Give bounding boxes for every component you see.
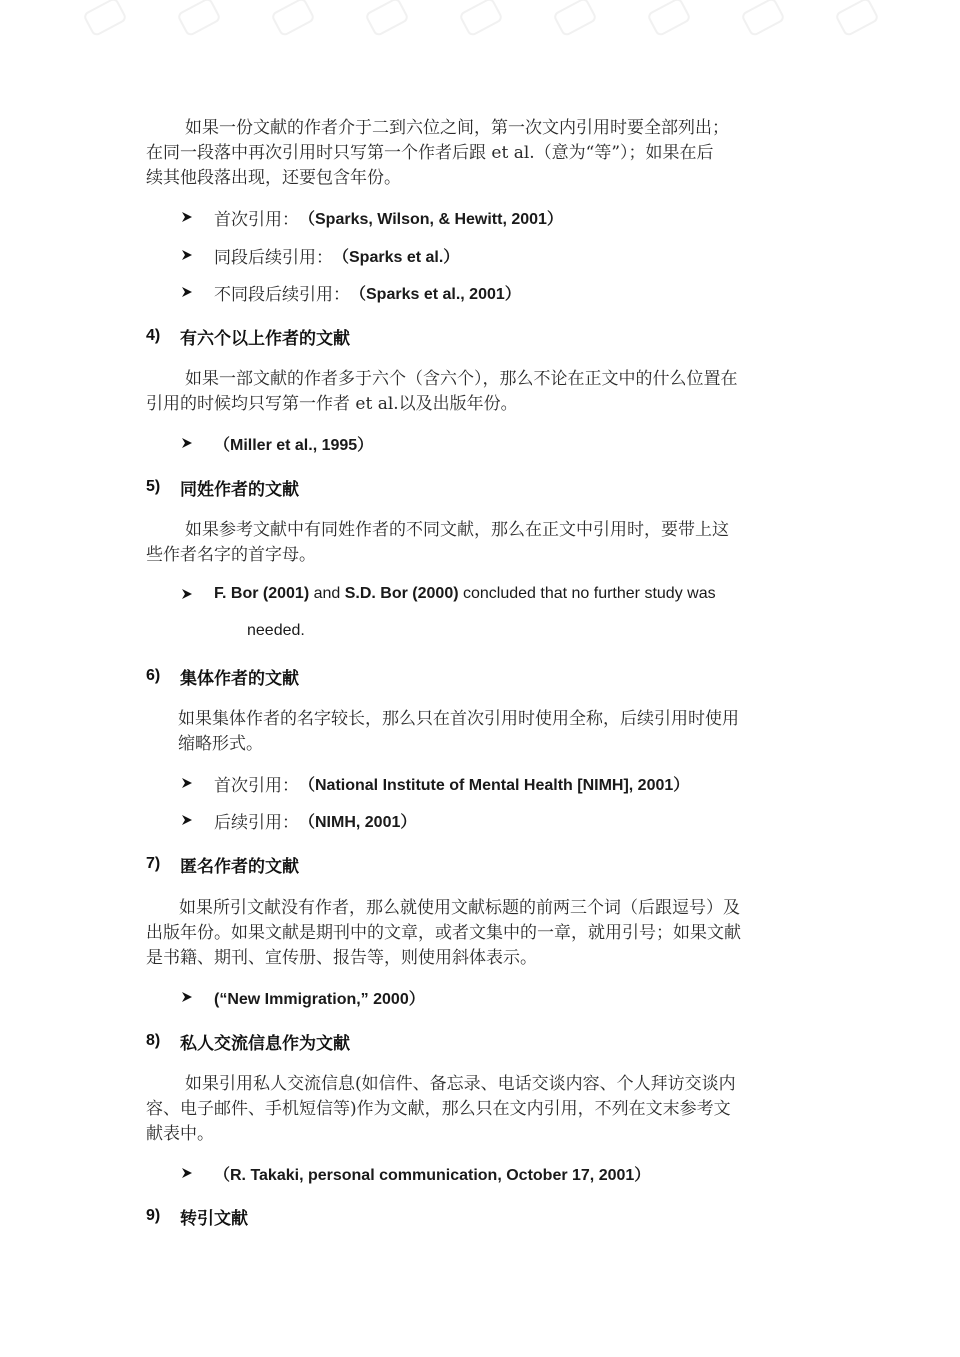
citation-example: （Sparks, Wilson, & Hewitt, 2001） xyxy=(299,210,563,228)
section-number: 7) xyxy=(146,855,161,872)
citation-example: （Sparks et al.） xyxy=(333,248,460,266)
example-text-continued: needed. xyxy=(247,622,305,639)
citation-bullet xyxy=(181,1161,650,1185)
text-line: 出版年份。如果文献是期刊中的文章，或者文集中的一章，就用引号；如果文献 xyxy=(146,923,741,943)
section-heading xyxy=(146,474,299,500)
text-line: 缩略形式。 xyxy=(178,734,263,754)
author-name: S.D. Bor (2000) xyxy=(344,585,459,602)
citation-example: （Sparks et al., 2001） xyxy=(350,285,521,303)
arrowhead-icon xyxy=(181,211,193,223)
author-name: F. Bor (2001) xyxy=(214,585,310,602)
citation-bullet xyxy=(181,771,689,795)
text-line: 如果引用私人交流信息(如信件、备忘录、电话交谈内容、个人拜访交谈内 xyxy=(185,1074,736,1094)
text-line: 续其他段落出现，还要包含年份。 xyxy=(146,168,401,188)
watermark-logo xyxy=(364,0,410,37)
citation-bullet xyxy=(181,280,521,304)
section-title: 转引文献 xyxy=(180,1208,248,1229)
section-paragraph xyxy=(146,1072,736,1147)
section-number: 4) xyxy=(146,327,161,344)
section-title: 匿名作者的文献 xyxy=(180,856,299,877)
watermark-logo xyxy=(82,0,128,37)
section-heading xyxy=(146,323,350,349)
bullet-label: 后续引用： xyxy=(214,812,299,833)
section-title: 同姓作者的文献 xyxy=(180,479,299,500)
intro-paragraph xyxy=(146,116,729,191)
section-heading xyxy=(146,851,299,877)
arrowhead-icon xyxy=(181,991,193,1003)
citation-example: （Miller et al., 1995） xyxy=(214,436,374,454)
arrowhead-icon xyxy=(181,814,193,826)
text-line: 如果集体作者的名字较长，那么只在首次引用时使用全称，后续引用时使用 xyxy=(178,709,739,729)
section-heading xyxy=(146,1203,248,1229)
text-line: 如果参考文献中有同姓作者的不同文献，那么在正文中引用时，要带上这 xyxy=(185,520,729,540)
citation-bullet xyxy=(181,205,563,229)
section-paragraph xyxy=(146,518,729,568)
text-line: 献表中。 xyxy=(146,1124,214,1144)
watermark-logo xyxy=(270,0,316,37)
section-number: 6) xyxy=(146,667,161,684)
text-line: 如果所引文献没有作者，那么就使用文献标题的前两三个词（后跟逗号）及 xyxy=(179,898,740,918)
citation-bullet xyxy=(181,431,373,455)
text-line: 引用的时候均只写第一作者 et al.以及出版年份。 xyxy=(146,394,518,414)
section-heading xyxy=(146,663,299,689)
citation-bullet xyxy=(181,808,416,832)
section-title: 私人交流信息作为文献 xyxy=(180,1033,350,1054)
section-number: 5) xyxy=(146,478,161,495)
arrowhead-icon xyxy=(181,777,193,789)
watermark-logo xyxy=(458,0,504,37)
watermark-logo xyxy=(176,0,222,37)
text-line: 是书籍、期刊、宣传册、报告等，则使用斜体表示。 xyxy=(146,948,537,968)
arrowhead-icon xyxy=(181,286,193,298)
arrowhead-icon xyxy=(181,588,193,600)
text-line: 些作者名字的首字母。 xyxy=(146,545,316,565)
citation-bullet xyxy=(181,985,425,1009)
citation-example: （R. Takaki, personal communication, October 17, 2001） xyxy=(214,1166,651,1184)
section-title: 集体作者的文献 xyxy=(180,668,299,689)
watermark-logo xyxy=(834,0,880,37)
watermark-strip xyxy=(0,0,960,40)
arrowhead-icon xyxy=(181,1167,193,1179)
watermark-logo xyxy=(552,0,598,37)
arrowhead-icon xyxy=(181,249,193,261)
text-line: 容、电子邮件、手机短信等)作为文献，那么只在文内引用，不列在文末参考文 xyxy=(146,1099,731,1119)
watermark-logo xyxy=(740,0,786,37)
citation-example: (“New Immigration,” 2000） xyxy=(214,990,425,1008)
text-line: 如果一份文献的作者介于二到六位之间，第一次文内引用时要全部列出； xyxy=(185,118,729,138)
section-title: 有六个以上作者的文献 xyxy=(180,328,350,349)
example-text: and xyxy=(309,585,345,602)
bullet-label: 首次引用： xyxy=(214,209,299,230)
section-paragraph xyxy=(178,707,739,757)
arrowhead-icon xyxy=(181,437,193,449)
bullet-label: 不同段后续引用： xyxy=(214,284,350,305)
citation-bullet xyxy=(181,243,459,267)
citation-example: （NIMH, 2001） xyxy=(299,813,417,831)
section-number: 8) xyxy=(146,1032,161,1049)
bullet-label: 首次引用： xyxy=(214,775,299,796)
section-paragraph xyxy=(146,896,741,971)
example-text: concluded that no further study was xyxy=(458,585,716,602)
text-line: 在同一段落中再次引用时只写第一个作者后跟 et al.（意为“等”）；如果在后 xyxy=(146,143,714,163)
section-number: 9) xyxy=(146,1207,161,1224)
section-heading xyxy=(146,1028,350,1054)
section-paragraph xyxy=(146,367,738,417)
watermark-logo xyxy=(646,0,692,37)
citation-bullet xyxy=(181,582,716,606)
bullet-label: 同段后续引用： xyxy=(214,247,333,268)
citation-example: （National Institute of Mental Health [NIMH], 2001） xyxy=(299,776,690,794)
text-line: 如果一部文献的作者多于六个（含六个），那么不论在正文中的什么位置在 xyxy=(185,369,738,389)
